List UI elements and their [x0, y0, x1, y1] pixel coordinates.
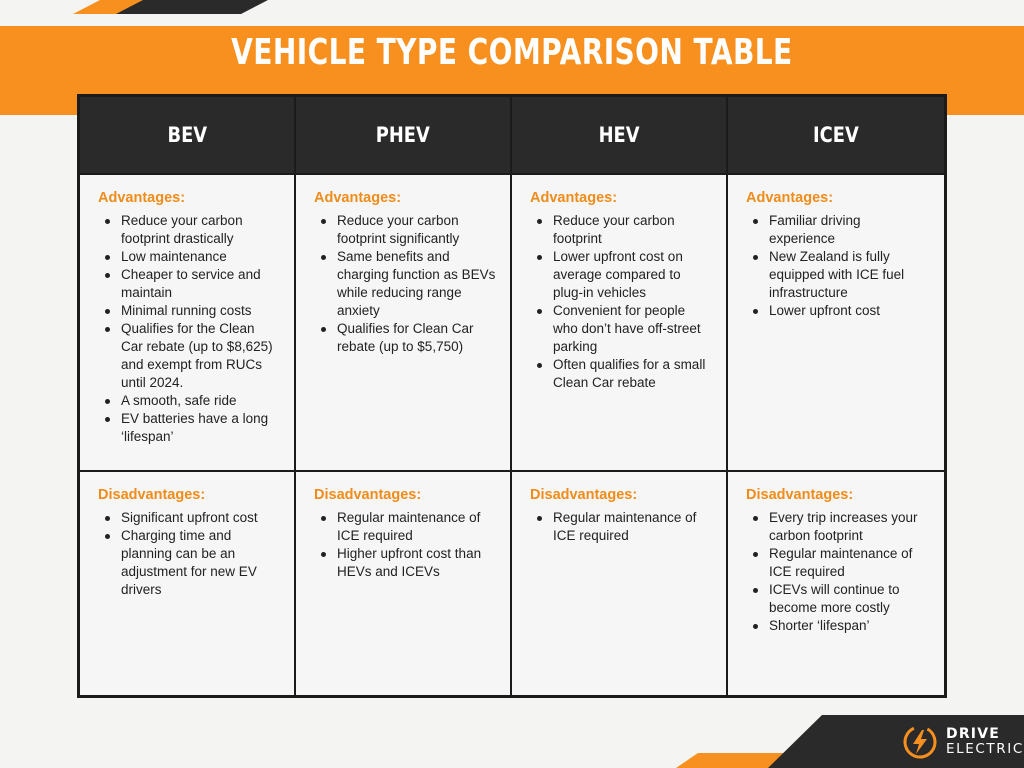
list-item — [98, 248, 280, 266]
advantages-cell-icev — [728, 175, 944, 472]
bullet-icon — [753, 255, 758, 260]
bullet-icon — [537, 309, 542, 314]
list-item — [98, 410, 280, 446]
bullet-icon — [753, 588, 758, 593]
list-item-text: Qualifies for the Clean Car rebate (up to $8,625) and exempt from RUCs until 2024. — [121, 321, 273, 390]
lightning-bolt-icon — [902, 724, 938, 760]
list-item-text: Reduce your carbon footprint significantly — [337, 213, 460, 246]
list-item-text: Low maintenance — [121, 249, 227, 264]
list-item-text: ICEVs will continue to become more costly — [769, 582, 900, 615]
disadvantages-label: Disadvantages: — [314, 487, 422, 503]
bullet-icon — [105, 516, 110, 521]
list-item-text: Charging time and planning can be an adjustment for new EV drivers — [121, 528, 257, 597]
advantages-cell-bev — [80, 175, 296, 472]
list-item — [530, 212, 712, 248]
disadvantages-list — [530, 509, 712, 545]
advantages-label: Advantages: — [530, 190, 618, 206]
list-item-text: Shorter ‘lifespan’ — [769, 618, 870, 633]
logo-text — [946, 727, 1024, 757]
advantages-list — [98, 212, 280, 446]
list-item — [98, 392, 280, 410]
list-item — [530, 356, 712, 392]
list-item — [314, 545, 496, 581]
disadvantages-cell-bev — [80, 472, 296, 695]
column-header-phev — [296, 97, 512, 175]
list-item-text: Every trip increases your carbon footprint — [769, 510, 918, 543]
advantages-label: Advantages: — [746, 190, 834, 206]
logo-line-2: ELECTRIC — [946, 741, 1024, 757]
disadvantages-label: Disadvantages: — [98, 487, 206, 503]
title-bar — [0, 26, 1024, 78]
list-item — [530, 509, 712, 545]
disadvantages-list — [314, 509, 496, 581]
bullet-icon — [753, 552, 758, 557]
list-item-text: Regular maintenance of ICE required — [553, 510, 697, 543]
bullet-icon — [753, 309, 758, 314]
disadvantages-label: Disadvantages: — [746, 487, 854, 503]
bullet-icon — [321, 552, 326, 557]
list-item-text: Minimal running costs — [121, 303, 252, 318]
bullet-icon — [105, 327, 110, 332]
column-header-label: BEV — [167, 123, 207, 147]
list-item — [314, 212, 496, 248]
column-header-icev — [728, 97, 944, 175]
list-item-text: Reduce your carbon footprint drastically — [121, 213, 243, 246]
disadvantages-label: Disadvantages: — [530, 487, 638, 503]
advantages-label: Advantages: — [98, 190, 186, 206]
bullet-icon — [105, 399, 110, 404]
bullet-icon — [105, 219, 110, 224]
list-item — [314, 320, 496, 356]
disadvantages-list — [746, 509, 930, 635]
list-item-text: Cheaper to service and maintain — [121, 267, 261, 300]
list-item — [746, 302, 930, 320]
list-item-text: EV batteries have a long ‘lifespan’ — [121, 411, 269, 444]
list-item — [746, 617, 930, 635]
advantages-list — [530, 212, 712, 392]
list-item — [98, 266, 280, 302]
comparison-table — [77, 94, 947, 698]
bullet-icon — [105, 255, 110, 260]
advantages-label: Advantages: — [314, 190, 402, 206]
disadvantages-cell-phev — [296, 472, 512, 695]
list-item-text: Higher upfront cost than HEVs and ICEVs — [337, 546, 482, 579]
bullet-icon — [753, 516, 758, 521]
column-header-hev — [512, 97, 728, 175]
list-item-text: Familiar driving experience — [769, 213, 861, 246]
advantages-list — [746, 212, 930, 320]
bullet-icon — [321, 255, 326, 260]
list-item — [314, 509, 496, 545]
column-header-label: PHEV — [375, 123, 431, 147]
footer-decoration — [0, 700, 1024, 768]
list-item — [98, 509, 280, 527]
column-header-bev — [80, 97, 296, 175]
list-item — [746, 581, 930, 617]
disadvantages-cell-hev — [512, 472, 728, 695]
list-item — [98, 527, 280, 599]
logo-line-1: DRIVE — [946, 726, 1001, 742]
list-item-text: Often qualifies for a small Clean Car rebate — [553, 357, 706, 390]
list-item — [746, 509, 930, 545]
list-item-text: Regular maintenance of ICE required — [337, 510, 481, 543]
list-item-text: Same benefits and charging function as BEVs while reducing range anxiety — [337, 249, 496, 318]
list-item-text: Regular maintenance of ICE required — [769, 546, 913, 579]
column-header-label: HEV — [598, 123, 640, 147]
bullet-icon — [105, 534, 110, 539]
list-item-text: New Zealand is fully equipped with ICE fuel infrastructure — [769, 249, 905, 300]
bullet-icon — [105, 273, 110, 278]
page-title: VEHICLE TYPE COMPARISON TABLE — [231, 31, 793, 73]
list-item — [746, 545, 930, 581]
advantages-list — [314, 212, 496, 356]
drive-electric-logo — [902, 722, 1024, 762]
column-header-label: ICEV — [813, 123, 859, 147]
list-item — [98, 320, 280, 392]
list-item — [530, 302, 712, 356]
bullet-icon — [105, 309, 110, 314]
disadvantages-list — [98, 509, 280, 599]
bullet-icon — [537, 219, 542, 224]
list-item-text: Significant upfront cost — [121, 510, 258, 525]
bullet-icon — [753, 624, 758, 629]
bullet-icon — [537, 363, 542, 368]
bullet-icon — [753, 219, 758, 224]
list-item — [530, 248, 712, 302]
bullet-icon — [321, 219, 326, 224]
list-item-text: Reduce your carbon footprint — [553, 213, 675, 246]
list-item-text: Lower upfront cost — [769, 303, 881, 318]
list-item-text: A smooth, safe ride — [121, 393, 237, 408]
list-item — [98, 212, 280, 248]
list-item-text: Convenient for people who don’t have off-street parking — [553, 303, 701, 354]
bullet-icon — [537, 516, 542, 521]
list-item — [98, 302, 280, 320]
list-item — [746, 248, 930, 302]
advantages-cell-hev — [512, 175, 728, 472]
bullet-icon — [321, 516, 326, 521]
list-item-text: Lower upfront cost on average compared to plug-in vehicles — [553, 249, 683, 300]
list-item-text: Qualifies for Clean Car rebate (up to $5,750) — [337, 321, 474, 354]
list-item — [746, 212, 930, 248]
bullet-icon — [105, 417, 110, 422]
bullet-icon — [537, 255, 542, 260]
advantages-cell-phev — [296, 175, 512, 472]
bullet-icon — [321, 327, 326, 332]
list-item — [314, 248, 496, 320]
disadvantages-cell-icev — [728, 472, 944, 695]
